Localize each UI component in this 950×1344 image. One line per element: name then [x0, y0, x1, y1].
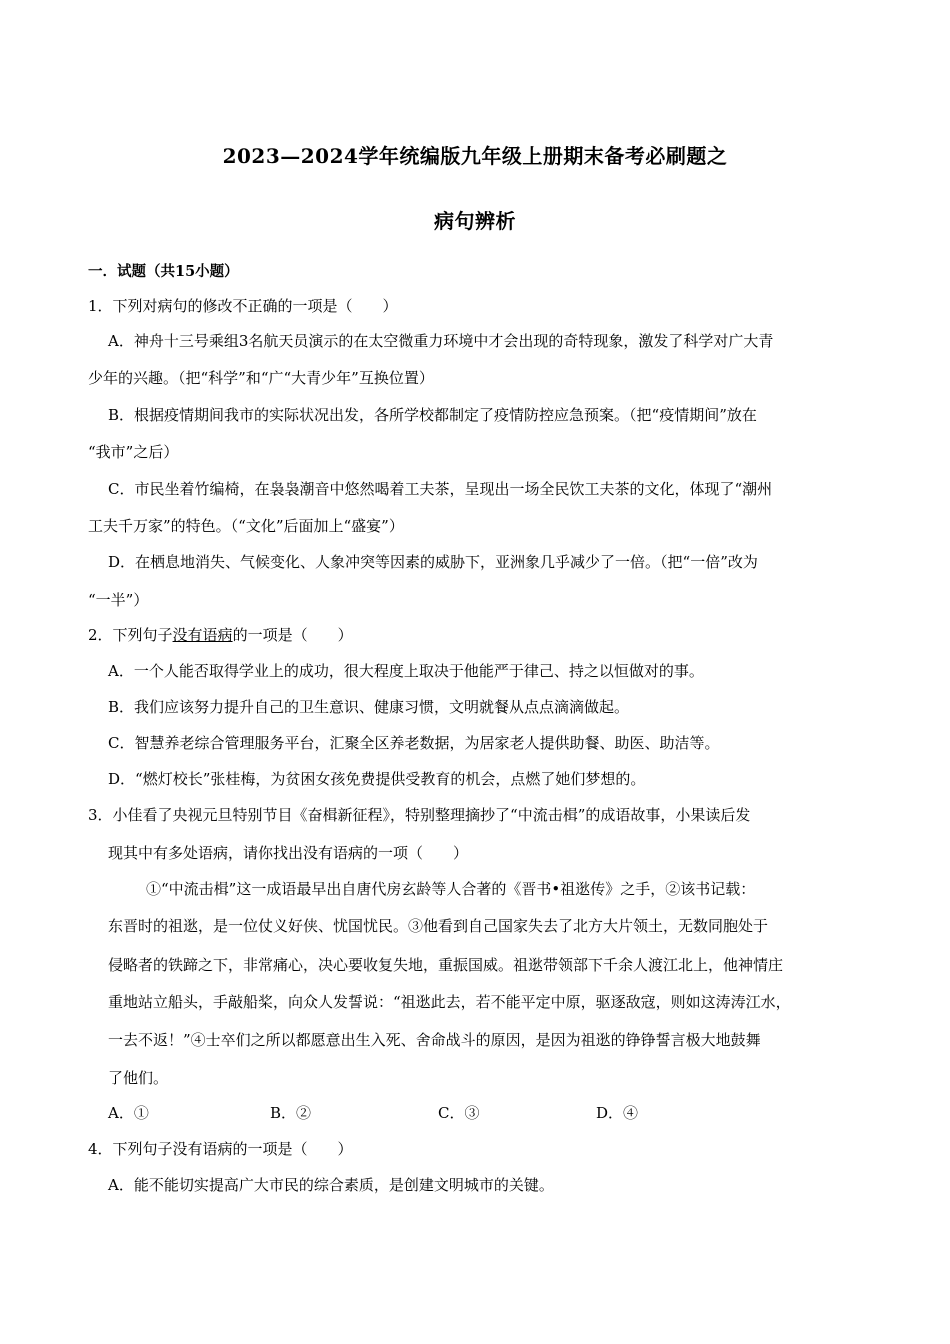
question-3-option-d: D．④ [596, 1104, 639, 1122]
question-3-option-c: C．③ [438, 1104, 480, 1122]
question-1-option-d-cont: “一半”） [88, 591, 149, 609]
question-2-option-c: C．智慧养老综合管理服务平台，汇聚全区养老数据，为居家老人提供助餐、助医、助洁等。 [108, 734, 720, 752]
question-3-passage-line: ①“中流击楫”这一成语最早出自唐代房玄龄等人合著的《晋书•祖逖传》之手，②该书记载： [146, 880, 756, 898]
document-subtitle: 病句辨析 [434, 209, 516, 233]
question-4-option-a: A．能不能切实提高广大市民的综合素质，是创建文明城市的关键。 [108, 1176, 554, 1194]
question-1-option-b: B．根据疫情期间我市的实际状况出发，各所学校都制定了疫情防控应急预案。（把“疫情期间”放在 [108, 406, 757, 424]
question-3-passage-line: 重地站立船头，手敲船桨，向众人发誓说：“祖逖此去，若不能平定中原，驱逐敌寇，则如这涛涛江水， [108, 993, 791, 1011]
question-3-passage-line: 东晋时的祖逖，是一位仗义好侠、忧国忧民。③他看到自己国家失去了北方大片领土，无数同胞处于 [108, 917, 769, 935]
underlined-phrase: 没有语病 [172, 626, 233, 644]
question-1-stem: 1．下列对病句的修改不正确的一项是（ ） [88, 297, 398, 315]
question-3-stem: 3．小佳看了央视元旦特别节目《奋楫新征程》，特别整理摘抄了“中流击楫”的成语故事，小果读后发 [88, 806, 751, 824]
question-1-option-c-cont: 工夫千万家”的特色。（“文化”后面加上“盛宴”） [88, 517, 404, 535]
question-3-passage-line: 一去不返！”④士卒们之所以都愿意出生入死、舍命战斗的原因，是因为祖逖的铮铮誓言极大地鼓舞 [108, 1031, 761, 1049]
question-1-option-a: A．神舟十三号乘组3名航天员演示的在太空微重力环境中才会出现的奇特现象，激发了科学对广大青 [108, 332, 774, 350]
question-2-stem: 2．下列句子没有语病的一项是（ ） [88, 626, 353, 644]
question-1-option-a-cont: 少年的兴趣。（把“科学”和“广“大青少年”互换位置） [88, 369, 434, 387]
question-2-option-d: D．“燃灯校长”张桂梅，为贫困女孩免费提供受教育的机会，点燃了她们梦想的。 [108, 770, 646, 788]
question-3-option-a: A．① [108, 1104, 149, 1122]
question-4-stem: 4．下列句子没有语病的一项是（ ） [88, 1140, 353, 1158]
question-1-option-b-cont: “我市”之后） [88, 443, 179, 461]
question-3-option-b: B．② [270, 1104, 312, 1122]
document-title: 2023—2024学年统编版九年级上册期末备考必刷题之 [222, 144, 728, 168]
question-3-passage-line: 侵略者的铁蹄之下，非常痛心，决心要收复失地，重振国威。祖逖带领部下千余人渡江北上，他神情庄 [108, 956, 784, 974]
question-1-option-c: C．市民坐着竹编椅，在袅袅潮音中悠然喝着工夫茶，呈现出一场全民饮工夫茶的文化，体现了“潮州 [108, 480, 773, 498]
section-header: 一．试题（共15小题） [88, 263, 239, 280]
question-2-option-a: A．一个人能否取得学业上的成功，很大程度上取决于他能严于律己、持之以恒做对的事。 [108, 662, 704, 680]
question-2-option-b: B．我们应该努力提升自己的卫生意识、健康习惯，文明就餐从点点滴滴做起。 [108, 698, 630, 716]
question-3-stem-cont: 现其中有多处语病，请你找出没有语病的一项（ ） [108, 844, 469, 862]
question-1-option-d: D．在栖息地消失、气候变化、人象冲突等因素的威胁下，亚洲象几乎减少了一倍。（把“一倍”改为 [108, 553, 758, 571]
question-3-passage-line: 了他们。 [108, 1069, 169, 1087]
